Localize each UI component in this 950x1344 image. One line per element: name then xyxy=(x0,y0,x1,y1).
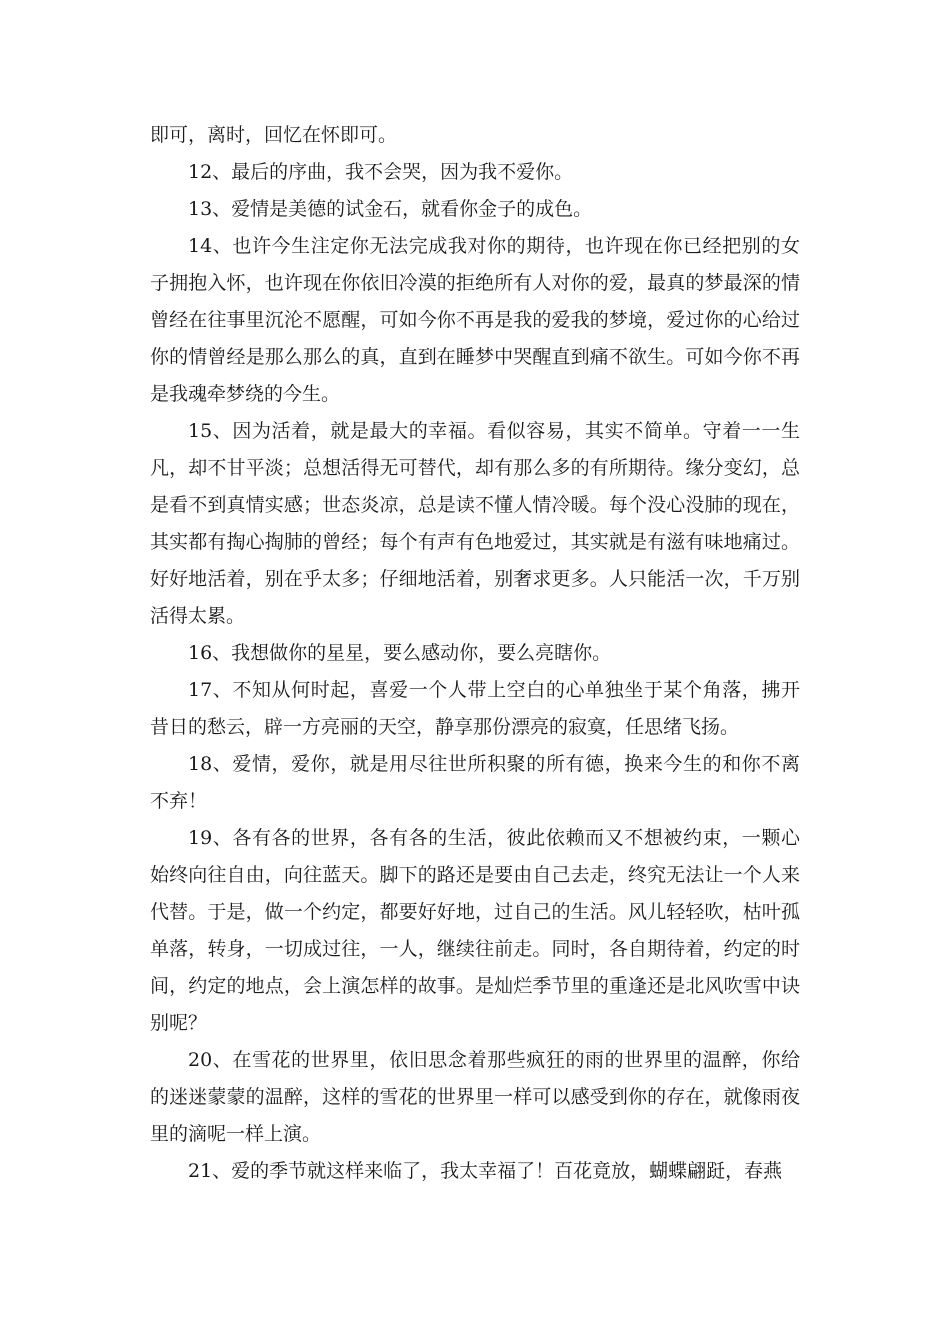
paragraph-12: 12、最后的序曲，我不会哭，因为我不爱你。 xyxy=(188,161,574,183)
paragraph-continuation: 即可，离时，回忆在怀即可。 xyxy=(150,124,398,146)
paragraph-17: 17、不知从何时起，喜爱一个人带上空白的心单独坐于某个角落，拂开昔日的愁云，辟一方亮丽的天空，静享那份漂亮的寂寞，任思绪飞扬。 xyxy=(150,679,800,738)
paragraph-19: 19、各有各的世界，各有各的生活，彼此依赖而又不想被约束，一颗心始终向往自由，向往蓝天。脚下的路还是要由自己去走，终究无法让一个人来代替。于是，做一个约定，都要好好地，过自己的生活。风儿轻轻吹，枯叶孤单落，转身，一切成过往，一人，继续往前走。同时，各自期待着，约定的时间，约定的地点，会上演怎样的故事。是灿烂季节里的重逢还是北风吹雪中诀别呢？ xyxy=(150,827,800,1034)
paragraph-16: 16、我想做你的星星，要么感动你，要么亮瞎你。 xyxy=(188,642,612,664)
paragraph-21: 21、爱的季节就这样来临了，我太幸福了！百花竟放，蝴蝶翩跹，春燕 xyxy=(188,1160,783,1182)
text-body xyxy=(150,117,800,1190)
paragraph-15: 15、因为活着，就是最大的幸福。看似容易，其实不简单。守着一一生凡，却不甘平淡；总想活得无可替代，却有那么多的有所期待。缘分变幻，总是看不到真情实感；世态炎凉，总是读不懂人情冷暖。每个没心没肺的现在，其实都有掏心掏肺的曾经；每个有声有色地爱过，其实就是有滋有味地痛过。好好地活着，别在乎太多；仔细地活着，别奢求更多。人只能活一次，千万别活得太累。 xyxy=(150,420,800,627)
paragraph-20: 20、在雪花的世界里，依旧思念着那些疯狂的雨的世界里的温醉，你给的迷迷蒙蒙的温醉，这样的雪花的世界里一样可以感受到你的存在，就像雨夜里的滴呢一样上演。 xyxy=(150,1049,800,1145)
paragraph-18: 18、爱情，爱你，就是用尽往世所积聚的所有德，换来今生的和你不离不弃！ xyxy=(150,753,800,812)
paragraph-13: 13、爱情是美德的试金石，就看你金子的成色。 xyxy=(188,198,593,220)
paragraph-14: 14、也许今生注定你无法完成我对你的期待，也许现在你已经把别的女子拥抱入怀，也许现在你依旧冷漠的拒绝所有人对你的爱，最真的梦最深的情曾经在往事里沉沦不愿醒，可如今你不再是我的爱我的梦境，爱过你的心给过你的情曾经是那么那么的真，直到在睡梦中哭醒直到痛不欲生。可如今你不再是我魂牵梦绕的今生。 xyxy=(150,235,800,405)
